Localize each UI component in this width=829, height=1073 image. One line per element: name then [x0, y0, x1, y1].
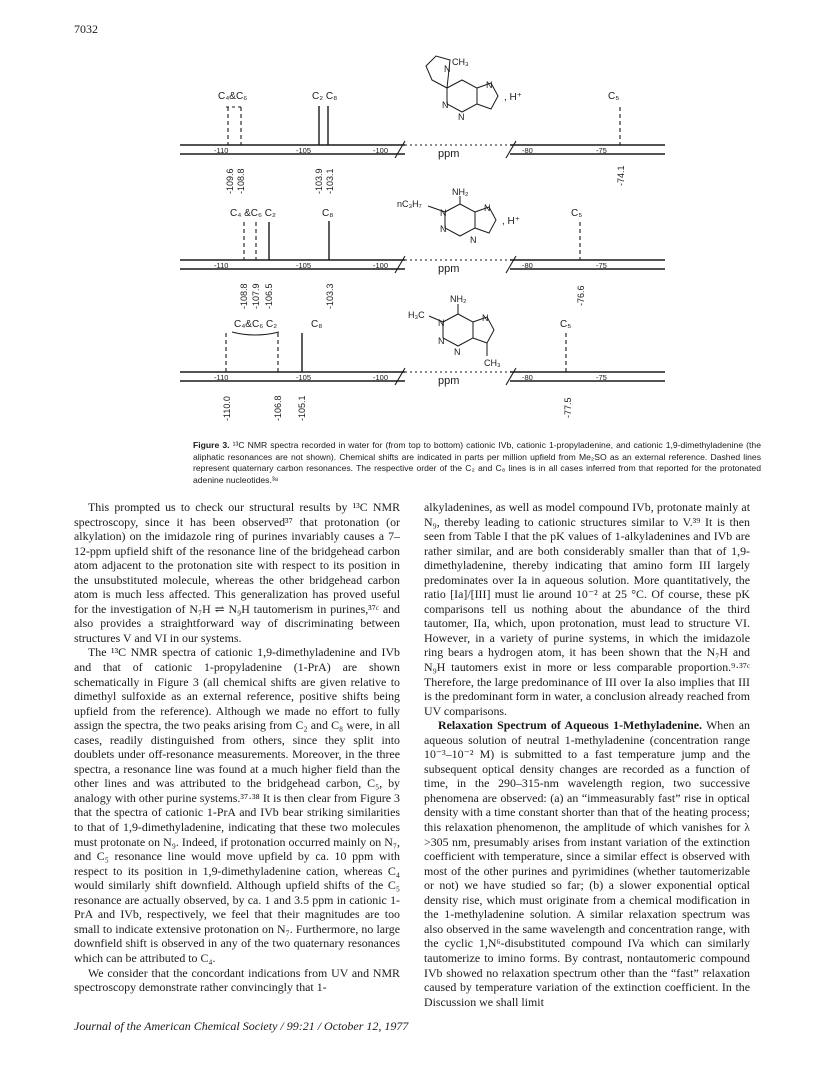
- spectrum-2-tick: -100: [373, 261, 389, 270]
- spectrum-3: [180, 294, 665, 421]
- atom-label: N: [484, 203, 491, 213]
- spectrum-2-peak-label: -103.3: [325, 283, 335, 309]
- spectrum-1-label-c5: C₅: [608, 91, 620, 102]
- spectrum-1-peak-label: -103.1: [325, 168, 335, 194]
- spectrum-2: [180, 187, 665, 309]
- spectrum-3-tick: -100: [373, 373, 389, 382]
- atom-label: N: [470, 235, 477, 245]
- propyl-label: nC₃H₇: [397, 199, 422, 209]
- spectrum-2-peak-label: -106.5: [264, 283, 274, 309]
- spectrum-2-tick: -80: [522, 261, 533, 270]
- spectrum-1-tick: -80: [522, 146, 533, 155]
- spectrum-2-unit: ppm: [438, 263, 460, 275]
- spectrum-1-label-c2c8: C₂ C₈: [312, 91, 338, 102]
- atom-label: N: [486, 80, 493, 90]
- methyl-label: H₃C: [408, 310, 425, 320]
- paragraph: The ¹³C NMR spectra of cationic 1,9-dimethyladenine and IVb and that of cationic 1-propyladenine (1-PrA) are shown schematically in Figure 3 (all chemical shifts are given relative to dimethyl sulfoxide as an external reference, positive shifts being upfield from the reference). Although we made no effort to fully assign the spectra, the two peaks arising from C₂ and C₈ were, in all cases, readily distinguished from others, since they split into doublets under off-resonance measurements. Moreover, in the three spectra, a resonance line was found at a much higher field than the other lines and was attributed to the bridgehead carbon, C₅, by analogy with other purine systems.³⁷·³⁸ It is then clear from Figure 3 that the spectra of cationic 1-PrA and IVb bear striking similarities to that of 1,9-dimethyladenine, indicating that these two molecules must protonate on N₉. Indeed, if protonation occurred mainly on N₇, and C₅ resonance line would move upfield by ca. 10 ppm with respect to its position in 1,9-dimethyladenine cation, whereas C₄ would similarly shift downfield. Although upfield shifts of the C₅ resonance are actually observed, by ca. 1 and 3.5 ppm in cationic 1-PrA and IVb, respectively, we feel that their magnitudes are too small to indicate extensive protonation on N₇. Furthermore, no large downfield shift is observed in any of the two quaternary resonances which can be attributed to C₄.: [74, 645, 400, 965]
- atom-label: N: [438, 336, 445, 346]
- atom-label: N: [482, 313, 489, 323]
- atom-label: N: [440, 224, 447, 234]
- page-number: 7032: [74, 22, 98, 36]
- spectrum-3-tick: -75: [596, 373, 607, 382]
- spectrum-1-tick: -75: [596, 146, 607, 155]
- spectrum-3-unit: ppm: [438, 375, 460, 387]
- amine-label: NH₂: [450, 294, 467, 304]
- spectrum-1-tick: -110: [214, 146, 229, 155]
- spectrum-3-peak-label: -105.1: [297, 395, 307, 421]
- spectrum-2-tick: -110: [214, 261, 229, 270]
- journal-footer: Journal of the American Chemical Society / 99:21 / October 12, 1977: [74, 1019, 409, 1033]
- spectrum-2-tick: -75: [596, 261, 607, 270]
- proton-label: , H⁺: [502, 216, 521, 227]
- spectrum-1-label-c4c6: C₄&C₆: [218, 91, 248, 102]
- left-column: [74, 500, 400, 995]
- spectrum-3-label-c5: C₅: [560, 319, 572, 330]
- caption-text: ¹³C NMR spectra recorded in water for (from top to bottom) cationic IVb, cationic 1-propyladenine, and cationic 1,9-dimethyladenine (the aliphatic resonances are not shown). Chemical shifts are indicated in parts per million upfield from Me₂SO as an external reference. Dashed lines represent quaternary carbon resonances. The respective order of the C₂ and C₈ lines is in all cases inferred from that reported for the protonated adenine nucleotides.³⁸: [193, 440, 761, 485]
- spectrum-2-label-c4c6c2: C₄ &C₆ C₂: [230, 208, 276, 219]
- spectrum-2-label-c5: C₅: [571, 208, 583, 219]
- spectrum-2-peak-label: -76.6: [576, 285, 586, 306]
- spectrum-1-tick: -105: [296, 146, 312, 155]
- caption-label: Figure 3.: [193, 440, 230, 450]
- spectrum-3-tick: -80: [522, 373, 533, 382]
- spectrum-1-peak-label: -103.9: [314, 168, 324, 194]
- figure-caption: [193, 440, 761, 486]
- methyl-label: CH₃: [452, 57, 469, 67]
- structure-dimethyladenine: [408, 294, 501, 368]
- atom-label: N: [458, 112, 465, 122]
- amine-label: NH₂: [452, 187, 469, 197]
- atom-label: N: [454, 347, 461, 357]
- spectrum-3-tick: -110: [214, 373, 229, 382]
- spectrum-3-label-c8: C₈: [311, 319, 323, 330]
- spectrum-2-peak-label: -107.9: [251, 283, 261, 309]
- spectrum-3-peak-label: -110.0: [222, 396, 232, 421]
- paragraph: We consider that the concordant indications from UV and NMR spectroscopy demonstrate rather convincingly that 1-: [74, 965, 400, 995]
- spectrum-3-peak-label: -106.8: [273, 395, 283, 421]
- atom-label: N: [438, 318, 445, 328]
- spectrum-1: [180, 56, 665, 194]
- atom-label: N: [444, 64, 451, 74]
- spectrum-2-peak-label: -108.8: [239, 283, 249, 309]
- spectrum-1-peak-label: -74.1: [616, 165, 626, 186]
- nmr-figure: [0, 0, 829, 440]
- paragraph: This prompted us to check our structural results by ¹³C NMR spectroscopy, since it has been observed³⁷ that protonation (or alkylation) on the imidazole ring of purines invariably causes a 7–12-ppm upfield shift of the resonance line of the bridgehead carbon atom adjacent to the protonation site with respect to its position in the unsubstituted molecule, whereas the other bridgehead carbon atom is much less affected. This generalization has proved useful for the investigation of N₇H ⇌ N₉H tautomerism in purines,³⁷ᶜ and also provides a straightforward way of discriminating between structures V and VI in our systems.: [74, 500, 400, 645]
- section-heading: Relaxation Spectrum of Aqueous 1-Methyladenine.: [438, 718, 702, 733]
- paragraph: [424, 718, 750, 1009]
- spectrum-2-label-c8: C₈: [322, 208, 334, 219]
- proton-label: , H⁺: [504, 92, 523, 103]
- paragraph-text: When an aqueous solution of neutral 1-methyladenine (concentration range 10⁻³–10⁻² M) is submitted to a fast temperature jump and the subsequent optical density changes are recorded as a function of time, in the 290–315-nm wavelength region, two successive phenomena are observed: (a) an “immeasurably fast” rise in optical density with a time constant shorter than that of the heating process; this relaxation phenomenon, the amplitude of which vanishes for λ >305 nm, presumably arises from instant variation of the extinction coefficient with temperature, since a similar effect is observed with most of the other purines and pyrimidines (whether tautomerizable or not) we have studied so far; (b) a slower exponential optical density rise, which must originate from a chemical modification in the 1-methyladenine solution. A similar relaxation spectrum was also observed in the same wavelength and concentration range, with the cyclic 1,N⁶-disubstituted compound IVa which can similarly tautomerize to imino forms. By contrast, nontautomeric compound IVb showed no relaxation spectrum other than the “fast” relaxation caused by temperature variation of the extinction coefficient. In the Discussion we shall limit: [424, 718, 750, 1009]
- spectrum-3-label-c4c6c2: C₄&C₆ C₂: [234, 319, 278, 330]
- spectrum-1-unit: ppm: [438, 148, 460, 160]
- structure-ivb: [426, 56, 522, 122]
- spectrum-1-peak-label: -109.6: [225, 168, 235, 194]
- right-column: [424, 500, 750, 1009]
- spectrum-3-peak-label: -77.5: [563, 397, 573, 418]
- atom-label: N: [442, 100, 449, 110]
- spectrum-3-tick: -105: [296, 373, 312, 382]
- methyl-label: CH₃: [484, 358, 501, 368]
- paragraph: alkyladenines, as well as model compound IVb, protonate mainly at N₉, thereby leading to cationic structures similar to V.³⁹ It is then seen from Table I that the pK values of 1-alkyladenines and IVb are rather similar, and are both considerably smaller than that of 1,9-dimethyladenine, thereby indicating that amino form III largely predominates over Ia in aqueous solution. More quantitatively, the ratio [Ia]/[III] must lie around 10⁻² at 25 °C. Of course, these pK comparisons tell us nothing about the abundance of the third tautomer, IIa, which, upon protonation, must lead to structure VI. However, in a variety of purine systems, in which the imidazole ring bears a hydrogen atom, it has been shown that the N₇H and N₉H tautomers exist in more or less comparable proportion.⁹·³⁷ᶜ Therefore, the large predominance of III over Ia also implies that III is the predominant form in water, a conclusion already reached from UV comparisons.: [424, 500, 750, 718]
- spectrum-1-tick: -100: [373, 146, 389, 155]
- atom-label: N: [440, 208, 447, 218]
- spectrum-2-tick: -105: [296, 261, 312, 270]
- structure-propyladenine: [397, 187, 520, 245]
- spectrum-1-peak-label: -108.8: [236, 168, 246, 194]
